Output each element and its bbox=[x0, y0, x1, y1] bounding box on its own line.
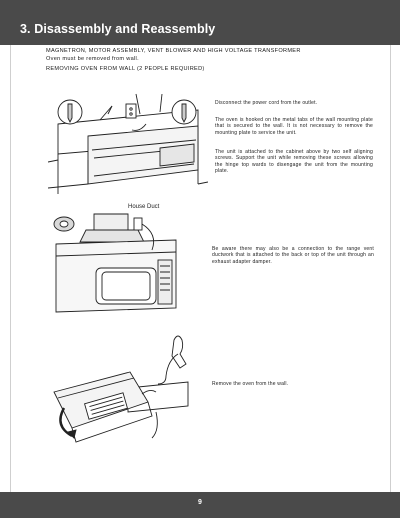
figure-label: House Duct bbox=[128, 204, 160, 210]
section-title: 3. Disassembly and Reassembly bbox=[20, 22, 216, 36]
page-footer bbox=[0, 492, 400, 518]
intro-subheading: REMOVING OVEN FROM WALL (2 PEOPLE REQUIRED) bbox=[46, 66, 205, 72]
intro-heading: MAGNETRON, MOTOR ASSEMBLY, VENT BLOWER AND HIGH VOLTAGE TRANSFORMER bbox=[46, 48, 301, 54]
page-number: 9 bbox=[198, 499, 202, 506]
intro-block bbox=[46, 48, 301, 74]
figure-remove-oven bbox=[48, 332, 198, 447]
step-text-5 bbox=[212, 381, 374, 387]
intro-note: Oven must be removed from wall. bbox=[46, 55, 139, 62]
step-1: Disconnect the power cord from the outlet. bbox=[215, 100, 318, 106]
section-header bbox=[0, 0, 400, 45]
step-text-4 bbox=[212, 246, 374, 265]
step-2: The oven is hooked on the metal tabs of the wall mounting plate that is secured to the wall. It is not necessary to remove the mounting plate to service the unit. bbox=[215, 117, 373, 136]
step-text-1 bbox=[215, 100, 373, 106]
step-4: Be aware there may also be a connection to the range vent ductwork that is attached to the back or top of the unit through an exhaust adapter damper. bbox=[212, 246, 374, 265]
step-text-3 bbox=[215, 149, 373, 175]
step-5: Remove the oven from the wall. bbox=[212, 381, 289, 387]
step-3: The unit is attached to the cabinet above by two self aligning screws. Support the unit while removing these screws allowing the hinge top wards to disengage the unit from the mounting plate. bbox=[215, 149, 373, 175]
figure-oven-screws bbox=[48, 84, 208, 206]
figure-house-duct bbox=[46, 200, 186, 320]
step-text-2 bbox=[215, 117, 373, 136]
